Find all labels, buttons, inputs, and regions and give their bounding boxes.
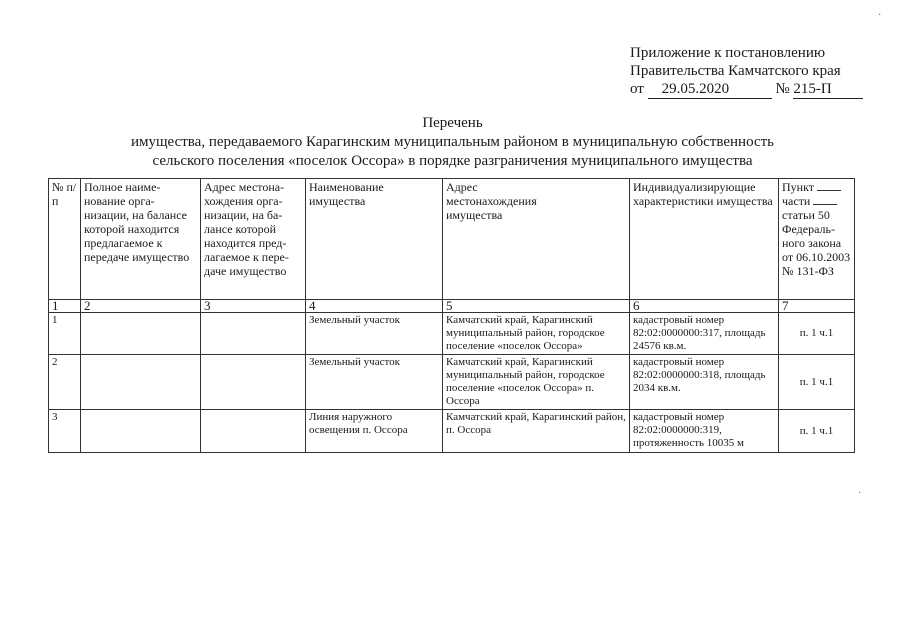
row-number: 3 [49,410,81,453]
table-row [49,410,855,453]
property-table [48,178,855,453]
table-row [49,355,855,410]
row-property-address: Камчатский край, Карагинский район, п. Оссора [443,410,630,453]
title-line-3: сельского поселения «поселок Оссора» в порядке разграничения муниципального имущества [152,153,753,169]
scan-speck: · [858,488,862,499]
row-org-address [201,410,306,453]
row-org-address [201,355,306,410]
document-title [0,114,905,171]
row-property-address: Камчатский край, Карагинский муниципальный район, городское поселение «поселок Оссора» п. Оссора [443,355,630,410]
row-number: 1 [49,313,81,355]
col-num-7: 7 [779,300,855,313]
table-row [49,313,855,355]
row-org [81,313,201,355]
row-org [81,410,201,453]
approval-number: 215-П [793,80,863,99]
row-org-address [201,313,306,355]
approval-line-1: Приложение к постановлению [630,45,826,61]
row-characteristics: кадастровый номер 82:02:0000000:317, площадь 24576 кв.м. [630,313,779,355]
row-law-point: п. 1 ч.1 [779,313,855,355]
approval-line-2: Правительства Камчатского края [630,63,841,79]
row-number: 2 [49,355,81,410]
col-num-6: 6 [630,300,779,313]
header-property-name: Наименование имущества [306,179,443,300]
row-org [81,355,201,410]
header-org-name: Полное наиме-нование орга-низации, на балансе которой находится предлагаемое к передаче имущество [81,179,201,300]
approval-header [630,44,863,99]
approval-date-line [630,80,863,99]
table-header-row [49,179,855,300]
title-line-1: Перечень [422,115,483,131]
header-number: № п/п [49,179,81,300]
row-property-name: Линия наружного освещения п. Оссора [306,410,443,453]
header-characteristics: Индивидуализирующие характеристики имущества [630,179,779,300]
row-property-name: Земельный участок [306,355,443,410]
date-prefix: от [630,81,644,97]
col-num-2: 2 [81,300,201,313]
row-property-address: Камчатский край, Карагинский муниципальный район, городское поселение «поселок Оссора» [443,313,630,355]
col-num-1: 1 [49,300,81,313]
header-property-address: Адрес местонахождения имущества [443,179,630,300]
column-number-row [49,300,855,313]
row-characteristics: кадастровый номер 82:02:0000000:319, протяженность 10035 м [630,410,779,453]
col-num-4: 4 [306,300,443,313]
approval-date: 29.05.2020 [648,80,772,99]
scan-speck: · [878,10,882,21]
row-property-name: Земельный участок [306,313,443,355]
row-characteristics: кадастровый номер 82:02:0000000:318, площадь 2034 кв.м. [630,355,779,410]
header-org-address: Адрес местона-хождения орга-низации, на ба-лансе которой находится пред-лагаемое к пере-даче имущество [201,179,306,300]
row-law-point: п. 1 ч.1 [779,410,855,453]
col-num-5: 5 [443,300,630,313]
col-num-3: 3 [201,300,306,313]
header-law-point: Пункт части статьи 50 Федераль-ного закона от 06.10.2003 № 131-ФЗ [779,179,855,300]
title-line-2: имущества, передаваемого Карагинским муниципальным районом в муниципальную собственность [130,134,774,150]
number-prefix: № [775,81,790,97]
row-law-point: п. 1 ч.1 [779,355,855,410]
